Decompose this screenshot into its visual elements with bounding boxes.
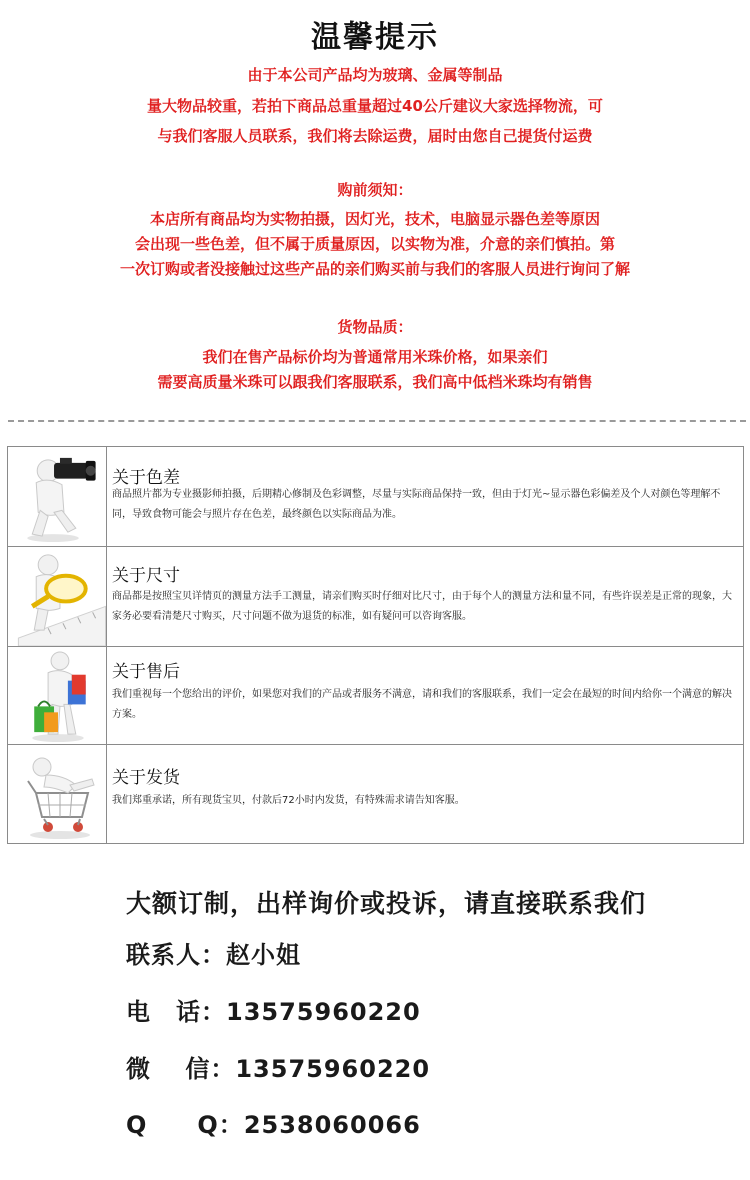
- row-title: 关于尺寸: [112, 566, 180, 586]
- info-row-color: [8, 447, 743, 547]
- notice-line: 需要高质量米珠可以跟我们客服联系，我们高中低档米珠均有销售: [157, 373, 593, 391]
- notice-line: 与我们客服人员联系，我们将去除运费，届时由您自己提货付运费: [157, 127, 593, 145]
- contact-phone-label: 电 话：: [126, 998, 226, 1026]
- photographer-icon: [8, 447, 107, 546]
- info-row-aftersales: [8, 647, 743, 745]
- notice-line: 我们在售产品标价均为普通常用米珠价格，如果亲们: [202, 348, 548, 366]
- purchase-notice-heading: 购前须知：: [337, 181, 413, 199]
- contact-qq: [126, 1105, 421, 1140]
- quality-heading: 货物品质：: [337, 318, 413, 336]
- row-text: 我们重视每一个您给出的评价，如果您对我们的产品或者服务不满意，请和我们的客服联系，我们一定会在最短的时间内给你一个满意的解决方案。: [112, 689, 732, 720]
- notice-line: 由于本公司产品均为玻璃、金属等制品: [247, 66, 503, 84]
- shopping-cart-icon: [8, 745, 107, 843]
- notice-line: 会出现一些色差，但不属于质量原因，以实物为准，介意的亲们慎拍。第: [134, 235, 615, 253]
- info-row-size: [8, 547, 743, 647]
- contact-person: [126, 935, 301, 970]
- contact-wechat: [126, 1049, 430, 1084]
- shopping-bags-icon: [8, 647, 107, 744]
- info-row-shipping: [8, 745, 743, 843]
- notice-line: 量大物品较重，若拍下商品总重量超过40公斤建议大家选择物流，可: [147, 97, 603, 115]
- magnifier-ruler-icon: [8, 547, 107, 646]
- contact-phone-value: 13575960220: [226, 998, 421, 1026]
- contact-wechat-value: 13575960220: [235, 1055, 431, 1083]
- notice-title: 温馨提示: [311, 20, 439, 55]
- contact-qq-label: Q Q：: [126, 1111, 244, 1139]
- notice-line: 一次订购或者没接触过这些产品的亲们购买前与我们的客服人员进行询问了解: [119, 260, 630, 278]
- info-table: [7, 446, 744, 844]
- contact-qq-value: 2538060066: [243, 1111, 421, 1139]
- contact-headline: 大额订制，出样询价或投诉，请直接联系我们: [126, 889, 647, 918]
- row-text: 商品都是按照宝贝详情页的测量方法手工测量，请亲们购买时仔细对比尺寸，由于每个人的测量方法和量不同，有些许误差是正常的现象，大家务必要看清楚尺寸购买，尺寸问题不做为退货的标准，如有疑问可以咨询客服。: [112, 591, 732, 622]
- row-title: 关于发货: [112, 768, 180, 788]
- row-title: 关于色差: [112, 468, 180, 488]
- contact-phone: [126, 992, 421, 1027]
- contact-person-value: 赵小姐: [226, 941, 301, 969]
- notice-line: 本店所有商品均为实物拍摄，因灯光，技术，电脑显示器色差等原因: [149, 210, 600, 228]
- row-text: 我们郑重承诺，所有现货宝贝，付款后72小时内发货，有特殊需求请告知客服。: [112, 795, 465, 806]
- row-text: 商品照片都为专业摄影师拍摄，后期精心修制及色彩调整，尽量与实际商品保持一致，但由于灯光~显示器色彩偏差及个人对颜色等理解不同，导致食物可能会与照片存在色差，最终颜色以实际商品为准。: [112, 489, 721, 520]
- dashed-divider: [8, 420, 746, 422]
- row-title: 关于售后: [112, 662, 180, 682]
- contact-person-label: 联系人：: [126, 941, 226, 969]
- contact-wechat-label: 微 信：: [126, 1055, 236, 1083]
